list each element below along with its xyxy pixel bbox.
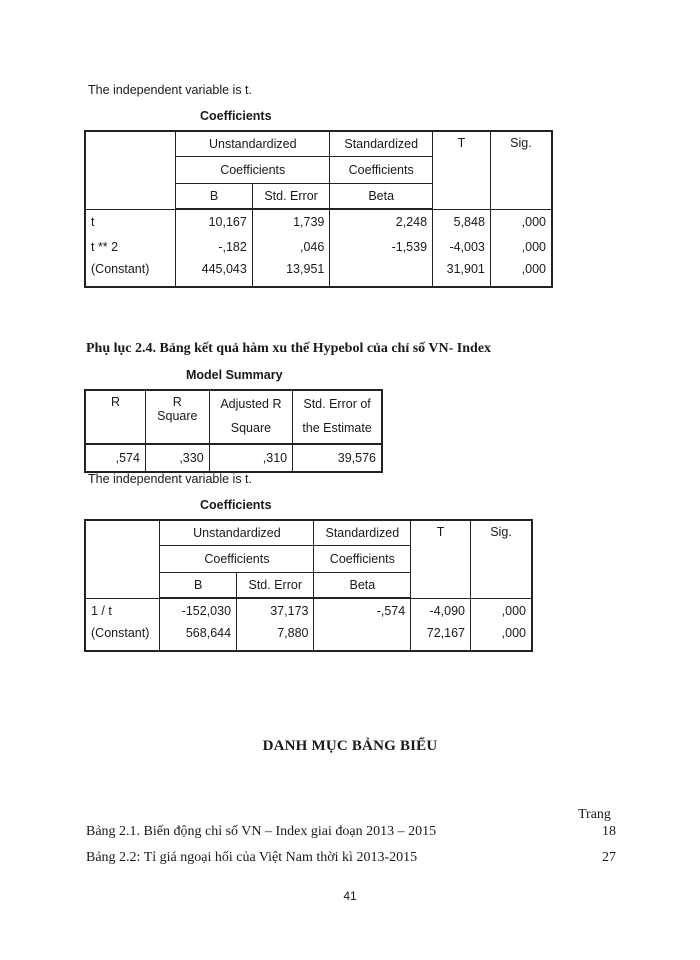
se-value: 13,951	[252, 259, 330, 287]
beta-value: -,574	[314, 598, 411, 623]
unstd-header-line2: Coefficients	[160, 545, 314, 572]
se-header: Std. Error	[237, 572, 314, 598]
t-value: 31,901	[433, 259, 491, 287]
table-row	[85, 234, 552, 259]
r-value: ,574	[85, 444, 145, 472]
sig-value: ,000	[471, 623, 533, 651]
t-value: 5,848	[433, 209, 491, 234]
sig-value: ,000	[490, 209, 552, 234]
toc-entry-page: 27	[602, 850, 616, 865]
se-value: ,046	[252, 234, 330, 259]
corner-cell	[85, 520, 160, 598]
toc-entry-text: Bảng 2.2: Tỉ giá ngoại hối của Việt Nam thời kì 2013-2015	[86, 850, 418, 865]
se-header: Std. Error	[252, 183, 330, 209]
beta-header: Beta	[330, 183, 433, 209]
rsq-value: ,330	[145, 444, 209, 472]
r-header: R	[85, 390, 145, 444]
coefficients-title: Coefficients	[200, 109, 272, 123]
toc-entry[interactable]	[86, 850, 616, 866]
independent-variable-note: The independent variable is t.	[88, 83, 252, 97]
b-value: -,182	[176, 234, 253, 259]
row-label: (Constant)	[85, 259, 176, 287]
t-header: T	[411, 520, 471, 598]
page-number: 41	[343, 889, 357, 903]
sig-value: ,000	[490, 234, 552, 259]
table-row	[85, 209, 552, 234]
toc-entry-text: Bảng 2.1. Biến động chỉ số VN – Index giai đoạn 2013 – 2015	[86, 824, 437, 839]
b-header: B	[176, 183, 253, 209]
sig-value: ,000	[471, 598, 533, 623]
see-header-line1: Std. Error of	[303, 397, 371, 411]
sig-header: Sig.	[471, 520, 533, 598]
see-value: 39,576	[293, 444, 382, 472]
see-header	[293, 390, 382, 444]
se-value: 1,739	[252, 209, 330, 234]
se-value: 7,880	[237, 623, 314, 651]
std-header-line2: Coefficients	[314, 545, 411, 572]
coefficients-table-hyperbolic	[84, 519, 533, 652]
toc-heading: DANH MỤC BẢNG BIỂU	[262, 738, 438, 754]
row-label: t ** 2	[85, 234, 176, 259]
table-row	[85, 598, 532, 623]
row-label: 1 / t	[85, 598, 160, 623]
adj-header-line2: Square	[230, 421, 272, 435]
adj-header-line1: Adjusted R	[220, 397, 282, 411]
unstd-header-line1: Unstandardized	[176, 131, 330, 156]
std-header-line1: Standardized	[330, 131, 433, 156]
beta-value	[330, 259, 433, 287]
t-value: 72,167	[411, 623, 471, 651]
sig-value: ,000	[490, 259, 552, 287]
independent-variable-note: The independent variable is t.	[88, 472, 252, 486]
toc-entry-page: 18	[602, 824, 616, 839]
model-summary-title: Model Summary	[186, 368, 283, 382]
adj-value: ,310	[209, 444, 292, 472]
b-value: 445,043	[176, 259, 253, 287]
table-row	[85, 444, 382, 472]
t-value: -4,003	[433, 234, 491, 259]
t-value: -4,090	[411, 598, 471, 623]
corner-cell	[85, 131, 176, 209]
model-summary-table	[84, 389, 383, 473]
b-value: -152,030	[160, 598, 237, 623]
std-header-line2: Coefficients	[330, 156, 433, 183]
unstd-header-line1: Unstandardized	[160, 520, 314, 545]
coefficients-table-quadratic	[84, 130, 553, 288]
rsq-header: R Square	[145, 390, 209, 444]
toc-page-column-label: Trang	[578, 807, 611, 822]
b-value: 568,644	[160, 623, 237, 651]
beta-value	[314, 623, 411, 651]
appendix-heading: Phụ lục 2.4. Bảng kết quả hàm xu thế Hypebol của chỉ số VN- Index	[86, 341, 492, 356]
t-header: T	[433, 131, 491, 209]
table-row	[85, 259, 552, 287]
beta-value: 2,248	[330, 209, 433, 234]
sig-header: Sig.	[490, 131, 552, 209]
table-row	[85, 623, 532, 651]
beta-value: -1,539	[330, 234, 433, 259]
see-header-line2: the Estimate	[302, 421, 372, 435]
se-value: 37,173	[237, 598, 314, 623]
unstd-header-line2: Coefficients	[176, 156, 330, 183]
row-label: (Constant)	[85, 623, 160, 651]
toc-entry[interactable]	[86, 824, 616, 840]
b-header: B	[160, 572, 237, 598]
beta-header: Beta	[314, 572, 411, 598]
adj-header	[209, 390, 292, 444]
coefficients-title: Coefficients	[200, 498, 272, 512]
row-label: t	[85, 209, 176, 234]
std-header-line1: Standardized	[314, 520, 411, 545]
b-value: 10,167	[176, 209, 253, 234]
